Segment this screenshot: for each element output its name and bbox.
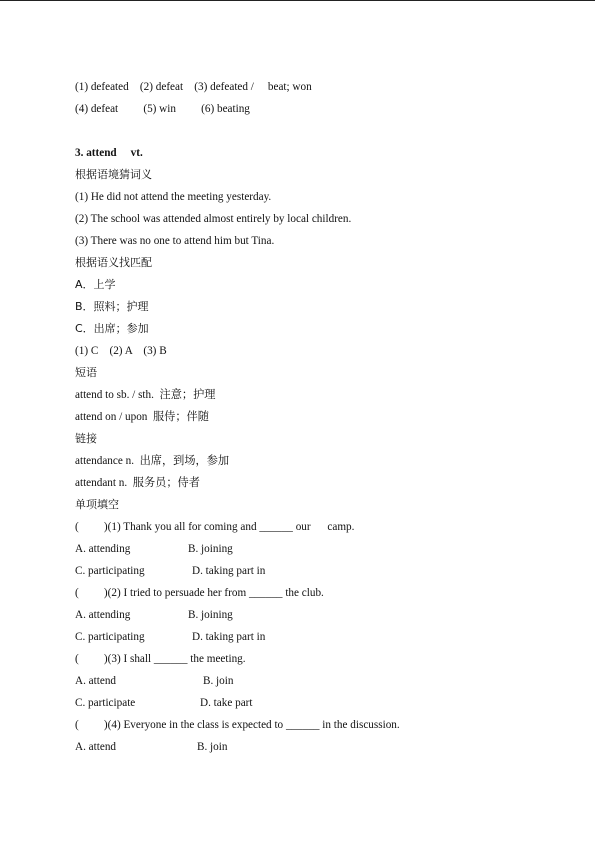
guess-item-2: (2) The school was attended almost entirely by local children. bbox=[75, 213, 352, 225]
match-title: 根据语义找匹配 bbox=[75, 256, 152, 269]
question-2-stem: ( )(2) I tried to persuade her from ______ the club. bbox=[75, 587, 324, 599]
question-2-option-c: C. participating bbox=[75, 631, 145, 643]
question-1-option-a: A. attending bbox=[75, 543, 131, 555]
question-4-option-b: B. join bbox=[197, 741, 228, 753]
question-2-option-a: A. attending bbox=[75, 609, 131, 621]
question-4-option-a: A. attend bbox=[75, 741, 117, 753]
meaning-c: C．出席；参加 bbox=[75, 322, 149, 335]
phrase-1: attend to sb. / sth. 注意；护理 bbox=[75, 389, 216, 401]
meaning-b: B．照料；护理 bbox=[75, 300, 149, 313]
question-3-stem: ( )(3) I shall ______ the meeting. bbox=[75, 653, 246, 665]
answer-line-1: (1) defeated (2) defeat (3) defeated / beat; won bbox=[75, 81, 312, 93]
question-4-stem: ( )(4) Everyone in the class is expected to ______ in the discussion. bbox=[75, 719, 400, 731]
guess-item-1: (1) He did not attend the meeting yesterday. bbox=[75, 191, 272, 203]
question-3-option-d: D. take part bbox=[200, 697, 253, 709]
meaning-a: A．上学 bbox=[75, 278, 116, 291]
question-2-option-d: D. taking part in bbox=[192, 631, 266, 643]
section-heading: 3. attend vt. bbox=[75, 147, 143, 159]
top-border bbox=[0, 0, 595, 1]
phrase-title: 短语 bbox=[75, 366, 97, 379]
guess-item-3: (3) There was no one to attend him but Tina. bbox=[75, 235, 275, 247]
question-1-option-c: C. participating bbox=[75, 565, 145, 577]
question-3-option-c: C. participate bbox=[75, 697, 136, 709]
phrase-2: attend on / upon 服侍；伴随 bbox=[75, 411, 209, 423]
question-3-option-b: B. join bbox=[203, 675, 234, 687]
answer-line-2: (4) defeat (5) win (6) beating bbox=[75, 103, 250, 115]
question-3-option-a: A. attend bbox=[75, 675, 117, 687]
guess-title: 根据语境猜词义 bbox=[75, 168, 152, 181]
exercise-title: 单项填空 bbox=[75, 498, 119, 511]
question-1-option-d: D. taking part in bbox=[192, 565, 266, 577]
link-title: 链接 bbox=[75, 432, 97, 445]
link-1: attendance n. 出席，到场，参加 bbox=[75, 455, 230, 467]
question-1-stem: ( )(1) Thank you all for coming and ______ our camp. bbox=[75, 521, 355, 533]
question-2-option-b: B. joining bbox=[188, 609, 233, 621]
link-2: attendant n. 服务员；侍者 bbox=[75, 477, 200, 489]
question-1-option-b: B. joining bbox=[188, 543, 233, 555]
match-answer: (1) C (2) A (3) B bbox=[75, 345, 167, 357]
